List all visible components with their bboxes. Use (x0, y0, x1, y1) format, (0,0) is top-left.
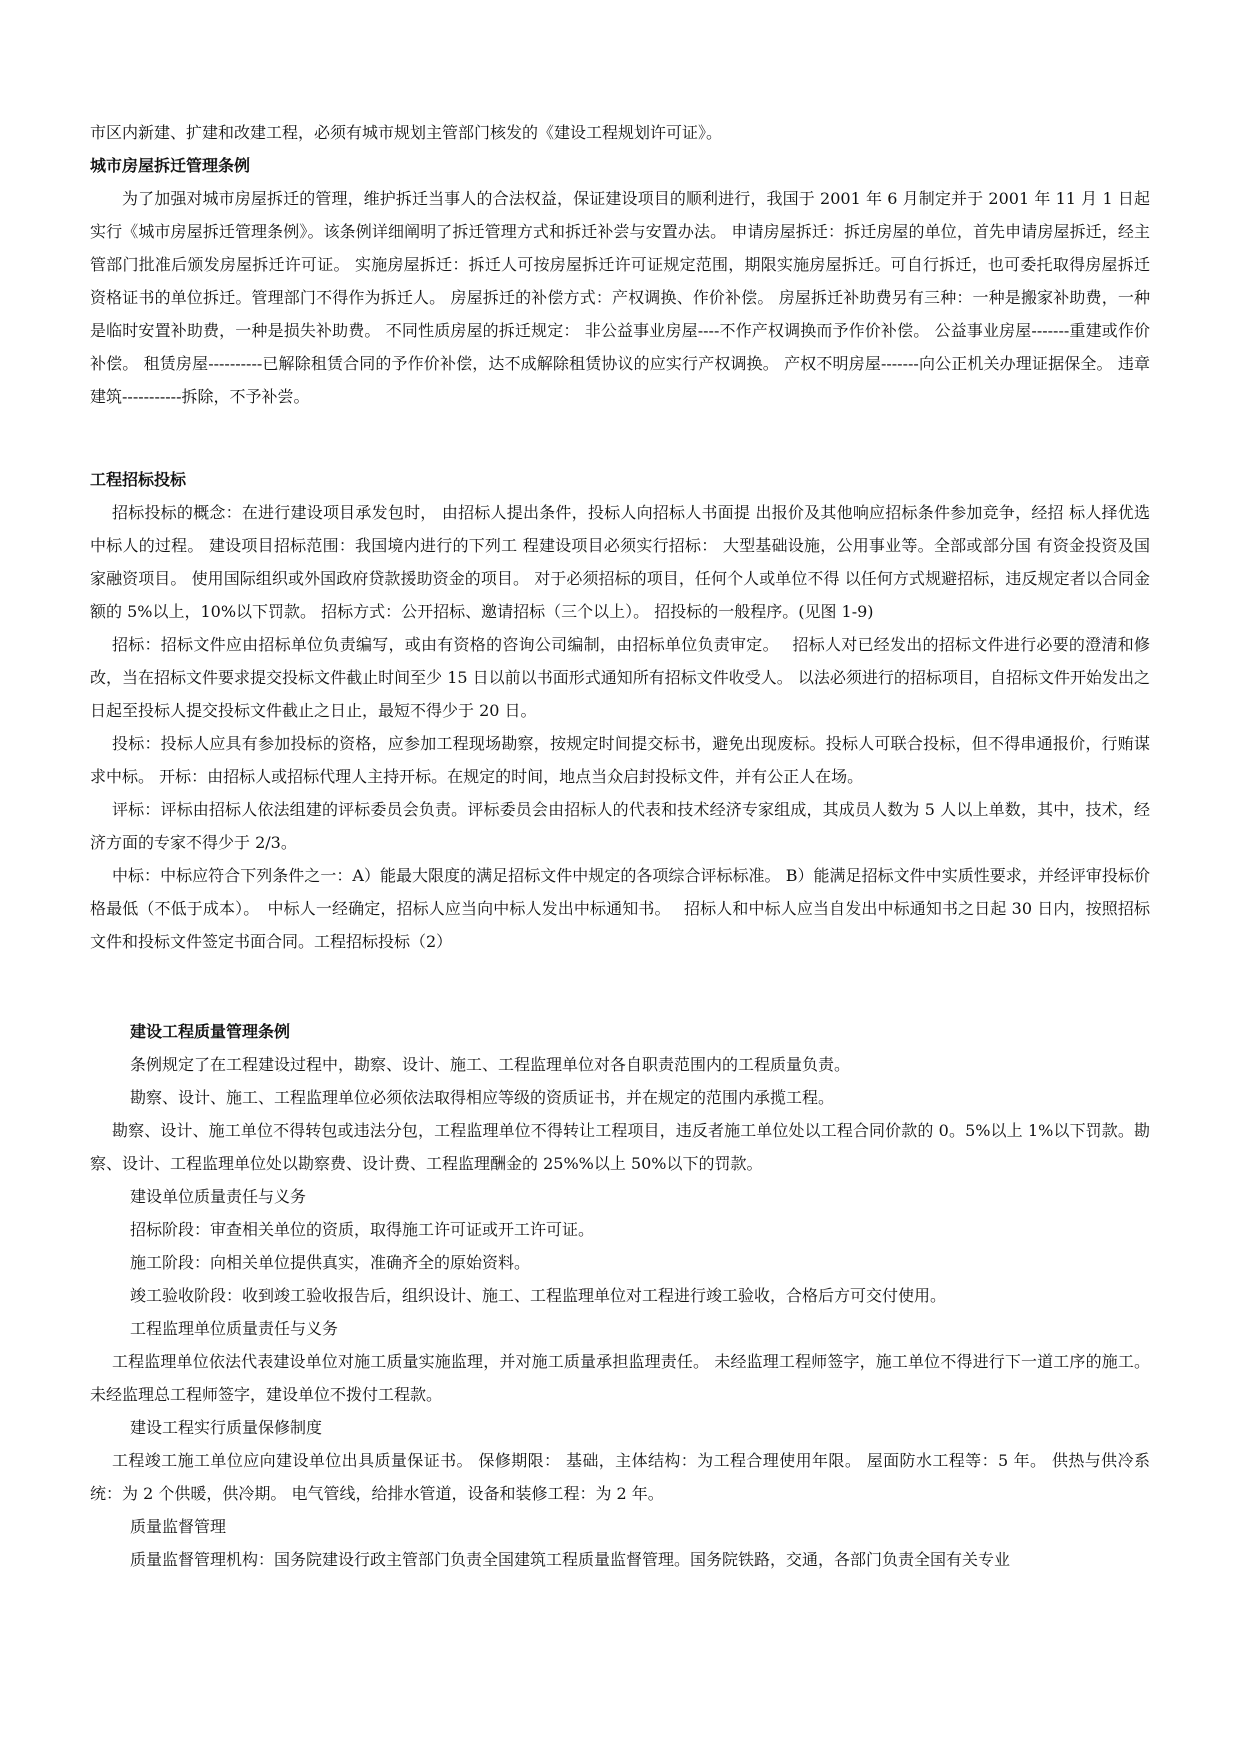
quality-line-4: 招标阶段：审查相关单位的资质，取得施工许可证或开工许可证。 (130, 1220, 595, 1239)
intro-paragraph: 市区内新建、扩建和改建工程，必须有城市规划主管部门核发的《建设工程规划许可证》。 (90, 123, 723, 142)
document-page (90, 116, 1150, 1576)
bidding-paragraph-bid: 投标：投标人应具有参加投标的资格，应参加工程现场勘察，按规定时间提交标书，避免出现废标。投标人可联合投标，但不得串通报价，行贿谋求中标。 开标：由招标人或招标代理人主持开标。在规定的时间，地点当众启封投标文件，并有公正人在场。 (90, 734, 1150, 786)
quality-line-8: 工程竣工施工单位应向建设单位出具质量保证书。 保修期限： 基础，主体结构：为工程合理使用年限。 屋面防水工程等：5 年。 供热与供冷系统：为 2 个供暖，供冷期。 电气管线，给排水管道，设备和装修工程：为 2 年。 (90, 1451, 1150, 1503)
quality-line-3: 勘察、设计、施工单位不得转包或违法分包，工程监理单位不得转让工程项目，违反者施工单位处以工程合同价款的 0。5%以上 1%以下罚款。勘察、设计、工程监理单位处以勘察费、设计费、工程监理酬金的 25%%以上 50%以下的罚款。 (90, 1121, 1150, 1173)
demolition-paragraph: 为了加强对城市房屋拆迁的管理，维护拆迁当事人的合法权益，保证建设项目的顺利进行，我国于 2001 年 6 月制定并于 2001 年 11 月 1 日起实行《城市房屋拆迁管理条例》。该条例详细阐明了拆迁管理方式和拆迁补尝与安置办法。 申请房屋拆迁：拆迁房屋的单位，首先申请房屋拆迁，经主管部门批准后颁发房屋拆迁许可证。 实施房屋拆迁：拆迁人可按房屋拆迁许可证规定范围，期限实施房屋拆迁。可自行拆迁，也可委托取得房屋拆迁资格证书的单位拆迁。管理部门不得作为拆迁人。 房屋拆迁的补偿方式：产权调换、作价补偿。 房屋拆迁补助费另有三种：一种是搬家补助费，一种是临时安置补助费，一种是损失补助费。 不同性质房屋的拆迁规定： 非公益事业房屋----不作产权调换而予作价补偿。 公益事业房屋-------重建或作价补偿。 租赁房屋----------已解除租赁合同的予作价补偿，达不成解除租赁协议的应实行产权调换。 产权不明房屋-------向公正机关办理证据保全。 违章建筑-----------拆除，不予补尝。 (90, 189, 1150, 406)
bidding-paragraph-concept: 招标投标的概念：在进行建设项目承发包时， 由招标人提出条件，投标人向招标人书面提 出报价及其他响应招标条件参加竞争，经招 标人择优选中标人的过程。 建设项目招标范围：我国境内进行的下列工 程建设项目必须实行招标： 大型基础设施，公用事业等。全部或部分国 有资金投资及国家融资项目。 使用国际组织或外国政府贷款援助资金的项目。 对于必须招标的项目，任何个人或单位不得 以任何方式规避招标，违反规定者以合同金额的 5%以上，10%以下罚款。 招标方式：公开招标、邀请招标（三个以上）。 招投标的一般程序。(见图 1-9) (90, 503, 1150, 621)
quality-line-2: 勘察、设计、施工、工程监理单位必须依法取得相应等级的资质证书，并在规定的范围内承揽工程。 (130, 1088, 835, 1107)
section-title-demolition: 城市房屋拆迁管理条例 (90, 156, 251, 175)
bidding-paragraph-evaluation: 评标：评标由招标人依法组建的评标委员会负责。评标委员会由招标人的代表和技术经济专家组成，其成员人数为 5 人以上单数，其中，技术，经济方面的专家不得少于 2/3。 (90, 800, 1150, 852)
subheading-warranty-system: 建设工程实行质量保修制度 (130, 1418, 323, 1437)
bidding-paragraph-award: 中标：中标应符合下列条件之一：A）能最大限度的满足招标文件中规定的各项综合评标标准。 B）能满足招标文件中实质性要求，并经评审投标价格最低（不低于成本）。 中标人一经确定，招标人应当向中标人发出中标通知书。 招标人和中标人应当自发出中标通知书之日起 30 日内，按照招标文件和投标文件签定书面合同。工程招标投标（2） (90, 866, 1150, 951)
quality-line-9: 质量监督管理机构：国务院建设行政主管部门负责全国建筑工程质量监督管理。国务院铁路，交通，各部门负责全国有关专业 (130, 1550, 1011, 1569)
quality-line-5: 施工阶段：向相关单位提供真实，准确齐全的原始资料。 (130, 1253, 531, 1272)
subheading-supervisor-duties: 工程监理单位质量责任与义务 (130, 1319, 339, 1338)
section-title-quality: 建设工程质量管理条例 (130, 1022, 291, 1041)
bidding-paragraph-tender: 招标：招标文件应由招标单位负责编写，或由有资格的咨询公司编制，由招标单位负责审定。 招标人对已经发出的招标文件进行必要的澄清和修改，当在招标文件要求提交投标文件截止时间至少 15 日以前以书面形式通知所有招标文件收受人。 以法必须进行的招标项目，自招标文件开始发出之日起至投标人提交投标文件截止之日止，最短不得少于 20 日。 (90, 635, 1150, 720)
quality-line-1: 条例规定了在工程建设过程中，勘察、设计、施工、工程监理单位对各自职责范围内的工程质量负责。 (130, 1055, 851, 1074)
quality-line-7: 工程监理单位依法代表建设单位对施工质量实施监理，并对施工质量承担监理责任。 未经监理工程师签字，施工单位不得进行下一道工序的施工。未经监理总工程师签字，建设单位不拨付工程款。 (90, 1352, 1150, 1404)
section-title-bidding: 工程招标投标 (90, 470, 187, 489)
subheading-quality-supervision: 质量监督管理 (130, 1517, 227, 1536)
subheading-owner-duties: 建设单位质量责任与义务 (130, 1187, 307, 1206)
quality-line-6: 竣工验收阶段：收到竣工验收报告后，组织设计、施工、工程监理单位对工程进行竣工验收，合格后方可交付使用。 (130, 1286, 947, 1305)
